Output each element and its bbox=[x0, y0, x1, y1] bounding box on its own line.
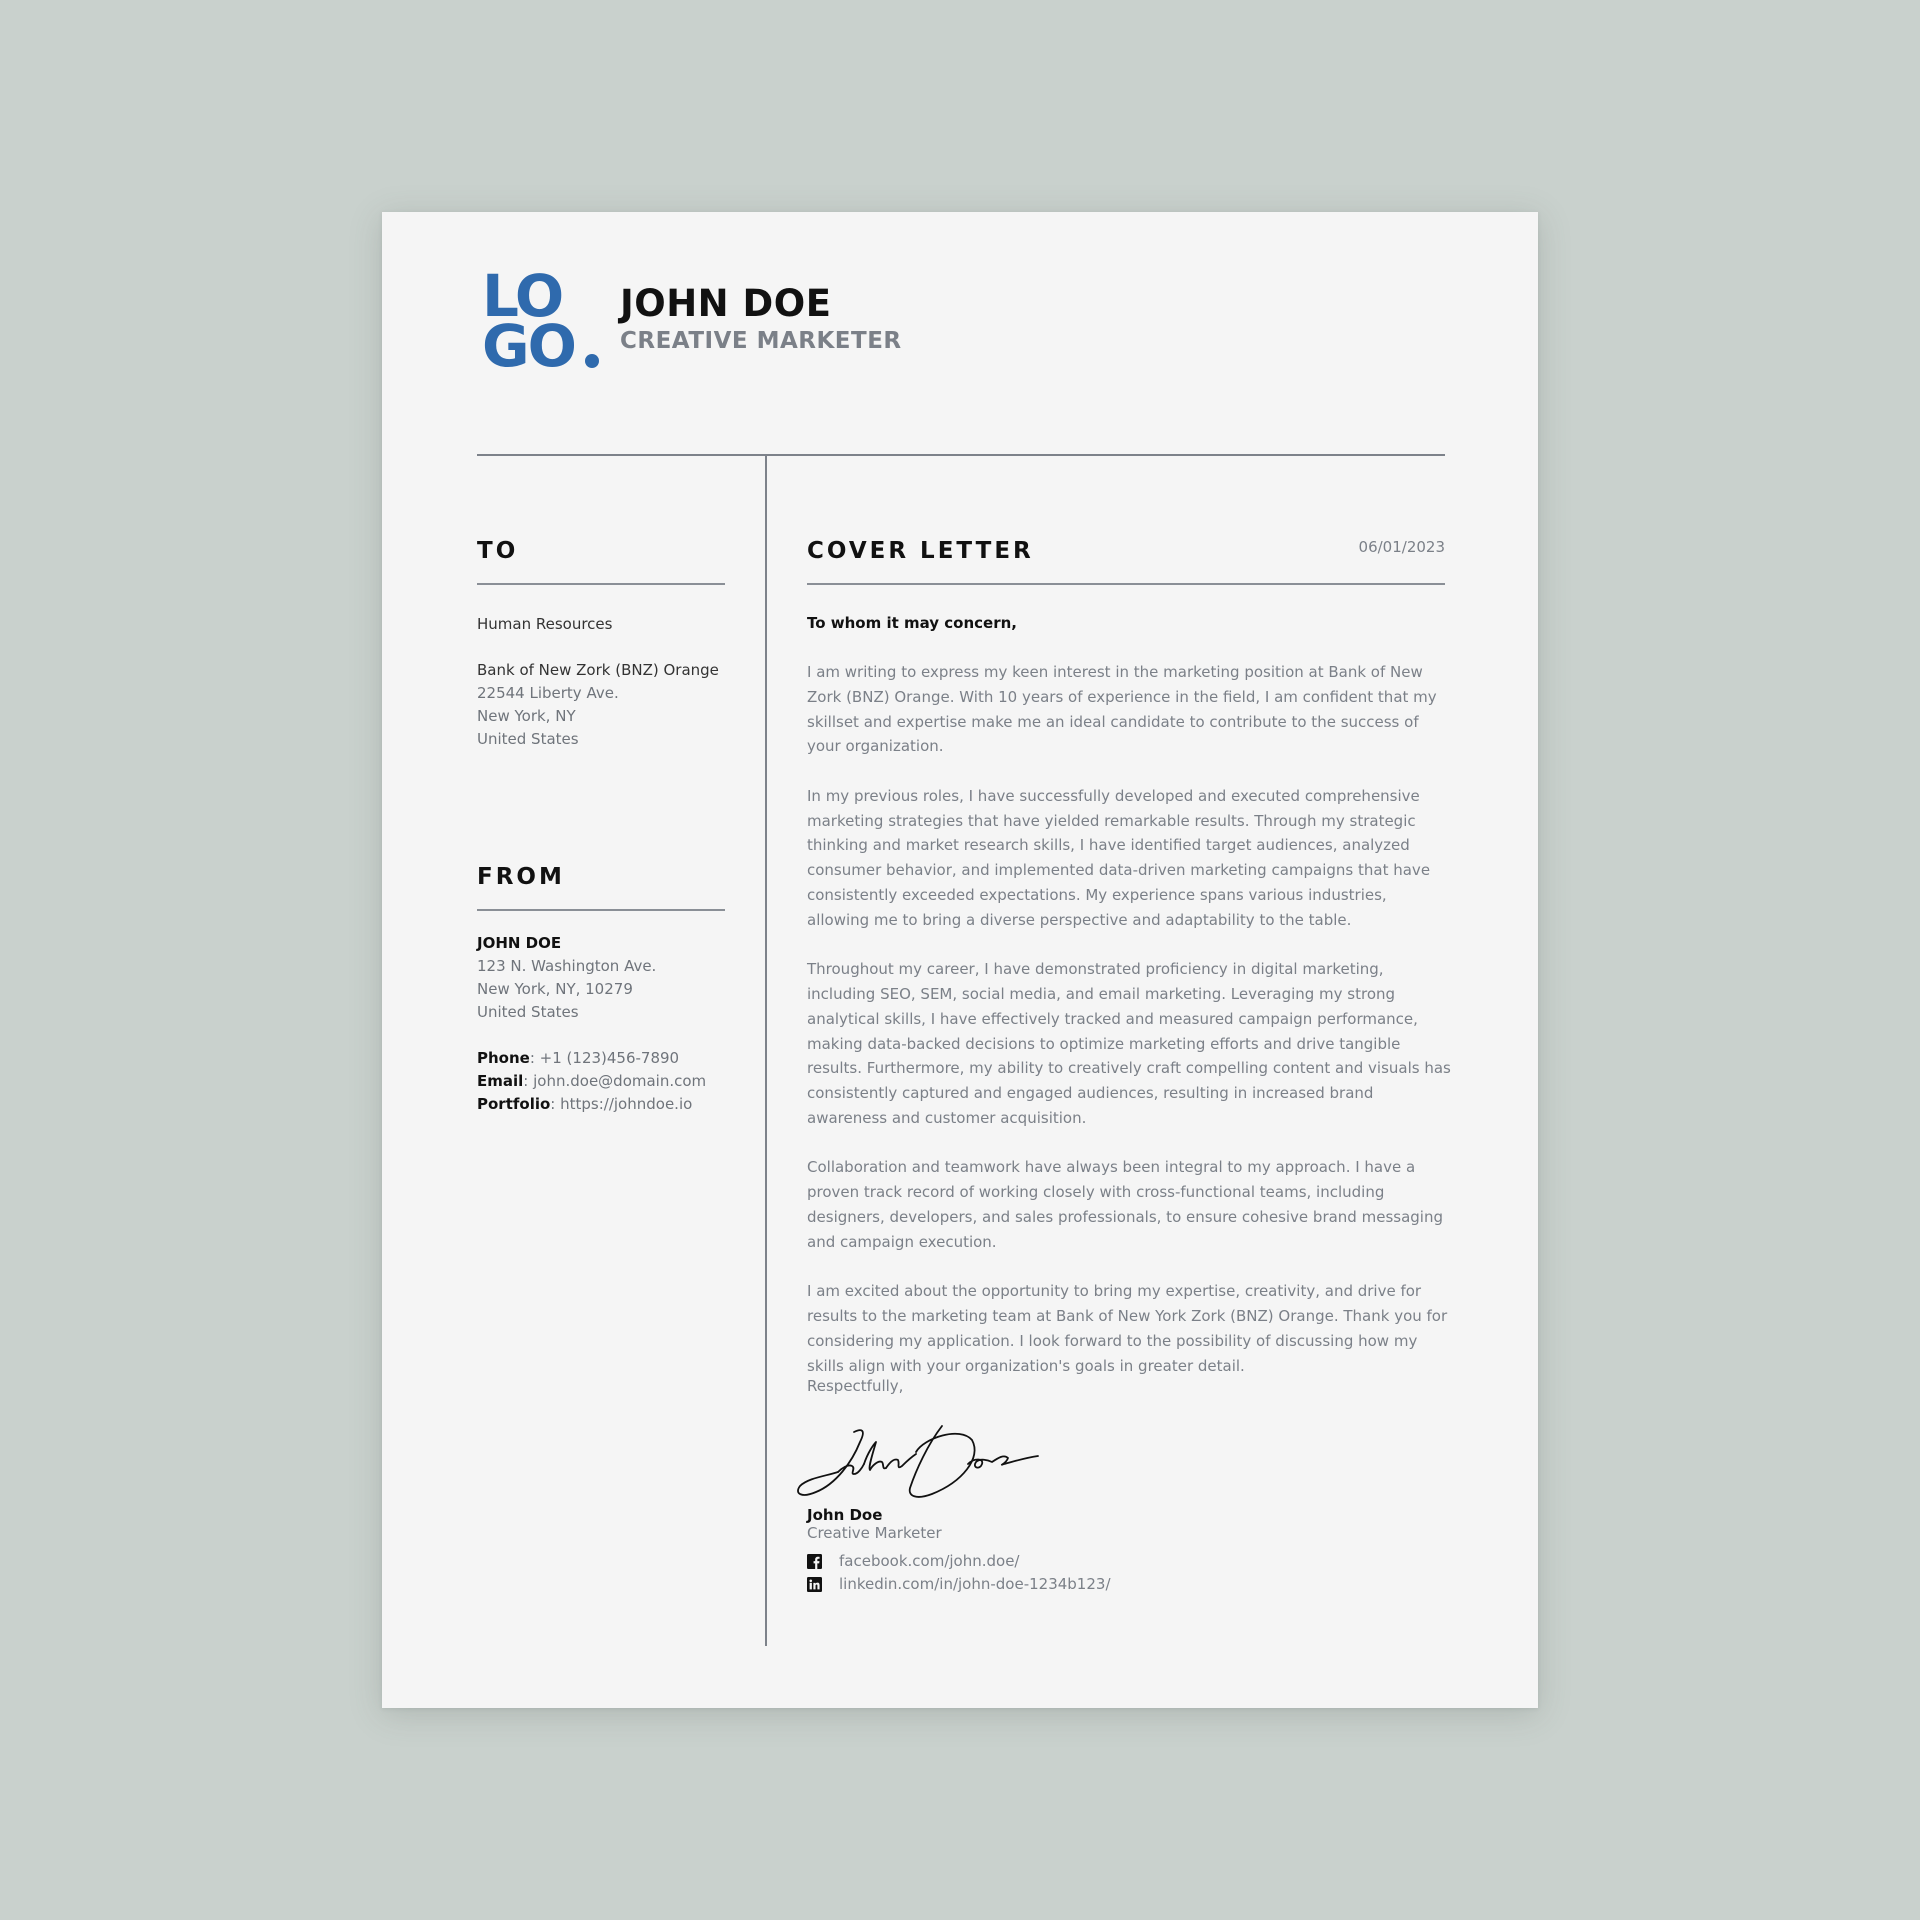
signature bbox=[792, 1422, 1042, 1502]
sender-city: New York, NY, 10279 bbox=[477, 980, 633, 998]
letter-paragraph: Throughout my career, I have demonstrated proficiency in digital marketing, including SEO, SEM, social media, and email marketing. Leveraging my strong analytical skills, I have effectively tracked and measured campaign performance, making data-backed decisions to optimize marketing efforts and drive tangible results. Furthermore, my ability to creatively craft compelling content and visuals has consistently captured and engaged audiences, resulting in increased brand awareness and customer acquisition. bbox=[807, 960, 1451, 1127]
signer-title: Creative Marketer bbox=[807, 1524, 942, 1542]
sender-email-row: Email: john.doe@domain.com bbox=[477, 1072, 707, 1090]
sender-name: JOHN DOE bbox=[477, 934, 562, 952]
cover-letter-page bbox=[382, 212, 1538, 1708]
column-divider bbox=[765, 455, 767, 1646]
logo-text-bottom: GO bbox=[482, 312, 575, 378]
sender-country: United States bbox=[477, 1003, 579, 1021]
letter-heading: COVER LETTER bbox=[807, 538, 1034, 564]
sender-portfolio-row: Portfolio: https://johndoe.io bbox=[477, 1095, 693, 1113]
to-heading-rule bbox=[477, 583, 725, 585]
logo bbox=[482, 268, 600, 378]
header-divider bbox=[477, 454, 1445, 456]
sender-block bbox=[477, 932, 706, 1116]
letter-heading-rule bbox=[807, 583, 1445, 585]
linkedin-link[interactable]: linkedin.com/in/john-doe-1234b123/ bbox=[839, 1575, 1111, 1593]
linkedin-icon bbox=[807, 1577, 822, 1592]
linkedin-link-row[interactable] bbox=[807, 1575, 1111, 1593]
letter-paragraph: I am excited about the opportunity to bring my expertise, creativity, and drive for results to the marketing team at Bank of New York Zork (BNZ) Orange. Thank you for considering my application. I look forward to the possibility of discussing how my skills align with your organization's goals in greater detail. bbox=[807, 1282, 1448, 1375]
logo-dot bbox=[585, 354, 599, 368]
sender-phone-row: Phone: +1 (123)456-7890 bbox=[477, 1049, 680, 1067]
from-heading-rule bbox=[477, 909, 725, 911]
recipient-country: United States bbox=[477, 730, 579, 748]
letter-paragraph: I am writing to express my keen interest in the marketing position at Bank of New Zork (BNZ) Orange. With 10 years of experience in the field, I am confident that my skillset and expertise make me an ideal candidate to contribute to the success of your organization. bbox=[807, 663, 1437, 756]
recipient-street: 22544 Liberty Ave. bbox=[477, 684, 619, 702]
facebook-link[interactable]: facebook.com/john.doe/ bbox=[839, 1552, 1020, 1570]
email-label: Email bbox=[477, 1072, 524, 1090]
letter-paragraph: In my previous roles, I have successfully developed and executed comprehensive marketing strategies that have yielded remarkable results. Through my strategic thinking and market research skills, I have identified target audiences, analyzed consumer behavior, and implemented data-driven marketing campaigns that have consistently exceeded expectations. My experience spans various industries, allowing me to bring a diverse perspective and adaptability to the table. bbox=[807, 786, 1431, 929]
letter-paragraph: Collaboration and teamwork have always been integral to my approach. I have a proven track record of working closely with cross-functional teams, including designers, developers, and sales professionals, to ensure cohesive brand messaging and campaign execution. bbox=[807, 1158, 1443, 1251]
header-title: CREATIVE MARKETER bbox=[620, 328, 902, 354]
from-heading: FROM bbox=[477, 864, 565, 890]
facebook-link-row[interactable] bbox=[807, 1552, 1019, 1570]
portfolio-link[interactable]: https://johndoe.io bbox=[560, 1095, 693, 1113]
letter-date: 06/01/2023 bbox=[1358, 538, 1445, 556]
recipient-company: Bank of New Zork (BNZ) Orange bbox=[477, 661, 719, 679]
facebook-icon bbox=[807, 1554, 822, 1569]
salutation: To whom it may concern, bbox=[807, 614, 1017, 632]
recipient-city: New York, NY bbox=[477, 707, 576, 725]
recipient-block bbox=[477, 613, 719, 751]
logo-text-top: LO bbox=[482, 268, 563, 330]
header-name: JOHN DOE bbox=[620, 282, 832, 325]
letter-body bbox=[807, 660, 1452, 1403]
email-value[interactable]: john.doe@domain.com bbox=[533, 1072, 707, 1090]
closing: Respectfully, bbox=[807, 1377, 904, 1395]
phone-label: Phone bbox=[477, 1049, 530, 1067]
to-heading: TO bbox=[477, 538, 519, 564]
sender-street: 123 N. Washington Ave. bbox=[477, 957, 657, 975]
recipient-department: Human Resources bbox=[477, 615, 613, 633]
phone-value[interactable]: +1 (123)456-7890 bbox=[539, 1049, 680, 1067]
signer-name: John Doe bbox=[807, 1506, 883, 1524]
portfolio-label: Portfolio bbox=[477, 1095, 551, 1113]
